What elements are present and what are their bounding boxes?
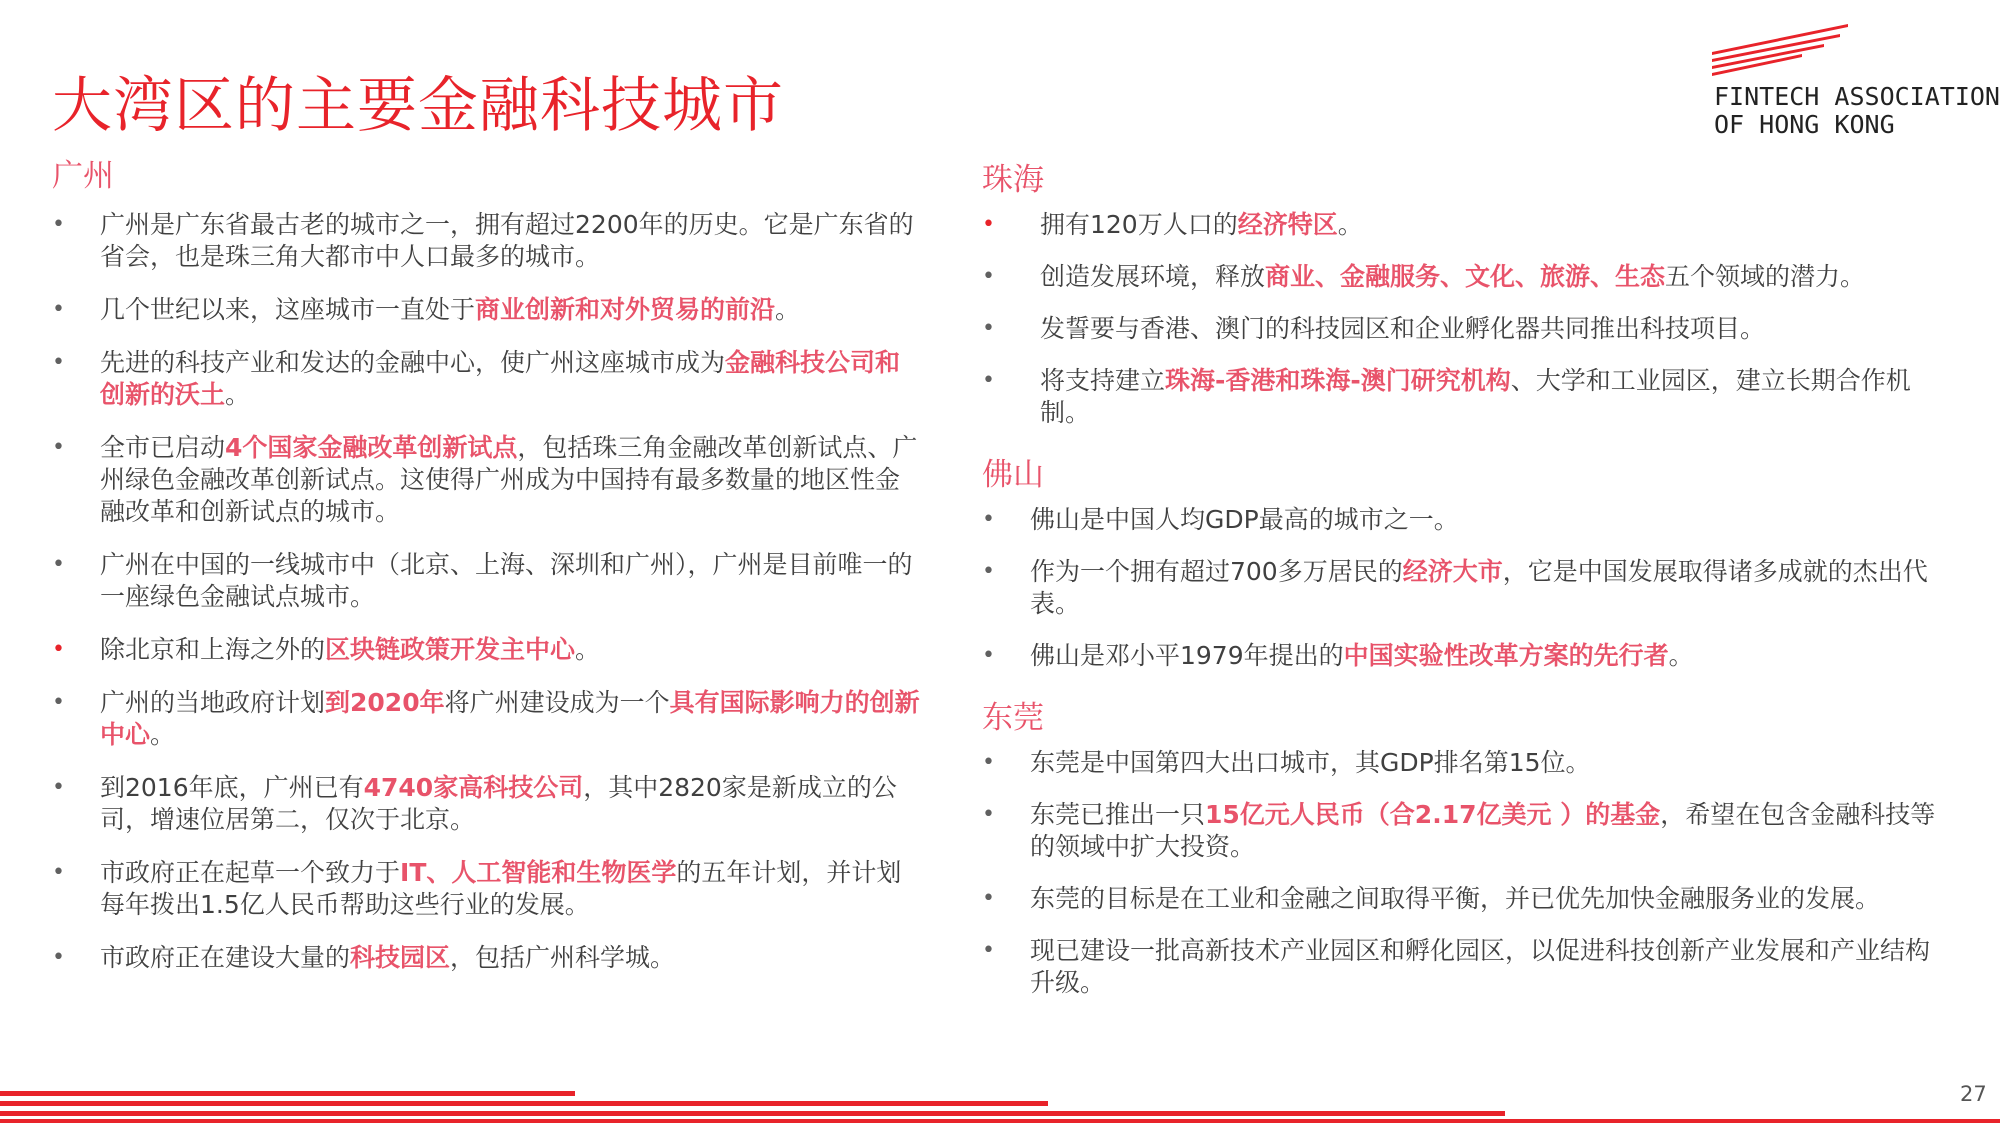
fintech-association-logo [1712, 22, 2000, 142]
list-item: • 东莞是中国第四大出口城市，其GDP排名第15位。 [982, 747, 1952, 779]
guangzhou-list [52, 209, 922, 974]
list-item: • 创造发展环境，释放商业、金融服务、文化、旅游、生态五个领域的潜力。 [982, 261, 1952, 293]
list-item: • 广州是广东省最古老的城市之一，拥有超过2200年的历史。它是广东省的省会，也是珠三角大都市中人口最多的城市。 [52, 209, 922, 273]
list-item: • 作为一个拥有超过700多万居民的经济大市，它是中国发展取得诸多成就的杰出代表。 [982, 556, 1952, 620]
guangzhou-heading: 广州 [52, 158, 114, 194]
list-item: • 将支持建立珠海-香港和珠海-澳门研究机构、大学和工业园区，建立长期合作机制。 [982, 365, 1952, 429]
footer-bar-1 [0, 1091, 575, 1096]
logo-text-line2: OF HONG KONG [1714, 110, 1895, 139]
logo-text-line1: FINTECH ASSOCIATION [1714, 82, 2000, 111]
list-item: • 佛山是中国人均GDP最高的城市之一。 [982, 504, 1952, 536]
footer-bar-4 [0, 1119, 2000, 1123]
list-item: • 市政府正在建设大量的科技园区，包括广州科学城。 [52, 942, 922, 974]
list-item: • 佛山是邓小平1979年提出的中国实验性改革方案的先行者。 [982, 640, 1952, 672]
list-item: • 市政府正在起草一个致力于IT、人工智能和生物医学的五年计划，并计划每年拨出1.5亿人民币帮助这些行业的发展。 [52, 857, 922, 921]
list-item: • 广州的当地政府计划到2020年将广州建设成为一个具有国际影响力的创新中心。 [52, 687, 922, 751]
footer-bar-2 [0, 1101, 1048, 1106]
list-item: • 到2016年底，广州已有4740家高科技公司，其中2820家是新成立的公司，增速位居第二，仅次于北京。 [52, 772, 922, 836]
list-item: • 东莞已推出一只15亿元人民币（合2.17亿美元 ）的基金，希望在包含金融科技等的领域中扩大投资。 [982, 799, 1952, 863]
zhuhai-heading: 珠海 [982, 162, 1044, 198]
page-number: 27 [1960, 1082, 1987, 1106]
dongguan-section [982, 692, 1952, 999]
list-item: • 先进的科技产业和发达的金融中心，使广州这座城市成为金融科技公司和创新的沃土。 [52, 347, 922, 411]
list-item: • 现已建设一批高新技术产业园区和孵化园区，以促进科技创新产业发展和产业结构升级。 [982, 935, 1952, 999]
list-item: • 发誓要与香港、澳门的科技园区和企业孵化器共同推出科技项目。 [982, 313, 1952, 345]
zhuhai-section [982, 154, 1952, 429]
list-item: • 东莞的目标是在工业和金融之间取得平衡，并已优先加快金融服务业的发展。 [982, 883, 1952, 915]
guangzhou-section [52, 150, 922, 995]
zhuhai-list [982, 209, 1952, 429]
foshan-list [982, 504, 1952, 672]
list-item: • 几个世纪以来，这座城市一直处于商业创新和对外贸易的前沿。 [52, 294, 922, 326]
list-item: • 广州在中国的一线城市中（北京、上海、深圳和广州），广州是目前唯一的一座绿色金融试点城市。 [52, 549, 922, 613]
logo-stripes-icon [1712, 22, 1852, 78]
foshan-section [982, 449, 1952, 672]
page-title: 大湾区的主要金融科技城市 [52, 71, 784, 141]
dongguan-heading: 东莞 [982, 700, 1044, 736]
list-item: • 除北京和上海之外的区块链政策开发主中心。 [52, 634, 922, 666]
foshan-heading: 佛山 [982, 457, 1044, 493]
list-item: • 拥有120万人口的经济特区。 [982, 209, 1952, 241]
footer-bar-3 [0, 1111, 1505, 1116]
right-column [982, 154, 1952, 1019]
list-item: • 全市已启动4个国家金融改革创新试点，包括珠三角金融改革创新试点、广州绿色金融改革创新试点。这使得广州成为中国持有最多数量的地区性金融改革和创新试点的城市。 [52, 432, 922, 528]
dongguan-list [982, 747, 1952, 999]
